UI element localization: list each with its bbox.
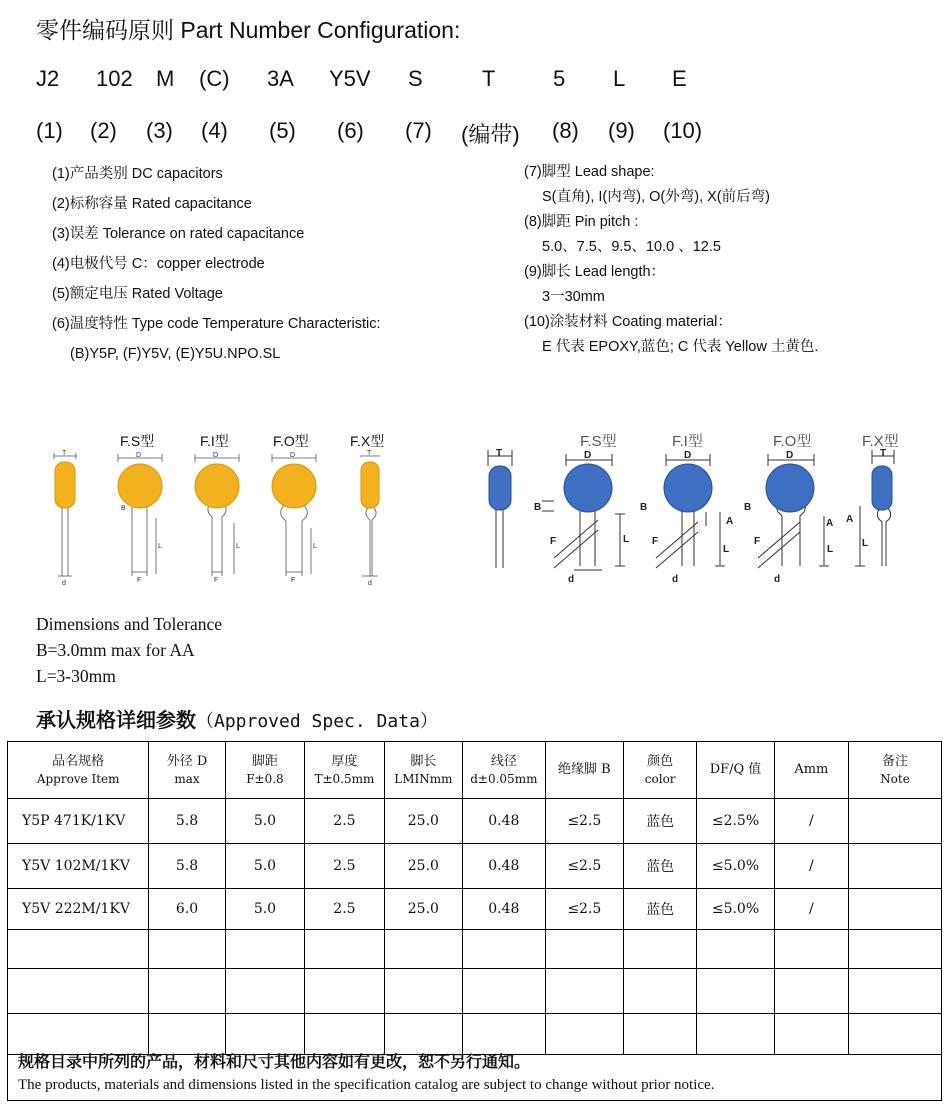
- svg-text:A: A: [846, 514, 854, 525]
- column-header: 备注 Note: [849, 742, 942, 799]
- part-index: (9): [608, 118, 635, 143]
- column-header: Amm: [774, 742, 848, 799]
- svg-text:d: d: [568, 574, 575, 585]
- part-number-segment: T: [482, 66, 496, 91]
- part-index: (编带): [461, 122, 520, 147]
- dimensions-heading: Dimensions and Tolerance: [36, 614, 223, 634]
- table-cell: [149, 969, 225, 1014]
- svg-text:T: T: [62, 450, 67, 457]
- table-cell: 5.8: [149, 844, 225, 889]
- column-header: 外径 D max: [149, 742, 225, 799]
- table-row: [8, 889, 942, 930]
- svg-text:B: B: [744, 502, 752, 513]
- svg-text:L: L: [827, 544, 834, 555]
- table-cell: [225, 930, 304, 969]
- table-cell: 6.0: [149, 889, 225, 930]
- svg-text:L: L: [236, 543, 240, 550]
- table-cell: ≤2.5: [545, 889, 623, 930]
- footer-notice: [7, 1041, 942, 1101]
- svg-text:T: T: [880, 448, 887, 459]
- table-cell: Y5P 471K/1KV: [8, 799, 149, 844]
- part-index: (3): [146, 118, 173, 143]
- svg-text:F: F: [214, 577, 219, 584]
- figure-left-label-fo: F.O型: [273, 433, 309, 449]
- svg-text:D: D: [786, 450, 794, 461]
- table-cell: [8, 930, 149, 969]
- table-cell: [305, 969, 384, 1014]
- column-header: 厚度 T±0.5mm: [305, 742, 384, 799]
- table-header-row: [8, 742, 942, 799]
- table-row: [8, 799, 942, 844]
- svg-text:L: L: [862, 538, 869, 549]
- figure-left-label-fx: F.X型: [350, 433, 385, 449]
- table-cell: [697, 930, 774, 969]
- svg-text:L: L: [723, 544, 730, 555]
- part-number-segment: S: [408, 66, 423, 91]
- table-cell: 5.0: [225, 889, 304, 930]
- part-index: (7): [405, 118, 432, 143]
- description-item: E 代表 EPOXY,蓝色; C 代表 Yellow 土黄色.: [542, 339, 819, 355]
- table-cell: [774, 969, 848, 1014]
- svg-text:d: d: [62, 580, 66, 587]
- svg-text:D: D: [213, 452, 219, 459]
- page-title: 零件编码原则 Part Number Configuration:: [36, 17, 461, 43]
- figure-right-label-fi: F.I型: [672, 433, 703, 450]
- svg-text:F: F: [550, 536, 557, 547]
- figure-right-label-fo: F.O型: [773, 433, 812, 450]
- part-index: (2): [90, 118, 117, 143]
- table-cell: [697, 969, 774, 1014]
- table-cell: [149, 930, 225, 969]
- table-cell: ≤5.0%: [697, 844, 774, 889]
- description-item: S(直角), I(内弯), O(外弯), X(前后弯): [542, 189, 770, 205]
- table-row: [8, 969, 942, 1014]
- figure-right-label-fs: F.S型: [580, 433, 617, 450]
- part-index: (10): [663, 118, 703, 143]
- table-cell: [849, 799, 942, 844]
- part-index: (1): [36, 118, 63, 143]
- description-item: (1)产品类别 DC capacitors: [52, 166, 223, 182]
- table-cell: [463, 969, 546, 1014]
- table-cell: ≤2.5%: [697, 799, 774, 844]
- part-number-segment: M: [156, 66, 175, 91]
- table-cell: ≤2.5: [545, 799, 623, 844]
- description-item: (6)温度特性 Type code Temperature Characteristic:: [52, 316, 381, 332]
- table-cell: 蓝色: [624, 844, 697, 889]
- table-cell: [849, 969, 942, 1014]
- part-number-segment: L: [613, 66, 626, 91]
- table-cell: [384, 930, 462, 969]
- table-cell: 0.48: [463, 844, 546, 889]
- table-cell: 2.5: [305, 844, 384, 889]
- column-header: 品名规格 Approve Item: [8, 742, 149, 799]
- table-cell: [545, 969, 623, 1014]
- figure-left-label-fs: F.S型: [120, 433, 155, 449]
- svg-text:D: D: [290, 452, 296, 459]
- svg-text:A: A: [726, 516, 734, 527]
- description-item: (10)涂装材料 Coating material：: [524, 314, 732, 330]
- table-cell: 2.5: [305, 889, 384, 930]
- table-cell: 2.5: [305, 799, 384, 844]
- spec-heading-cn: 承认规格详细参数: [36, 708, 196, 732]
- table-cell: [849, 930, 942, 969]
- column-header: DF/Q 值: [697, 742, 774, 799]
- svg-text:F: F: [652, 536, 659, 547]
- table-cell: [849, 844, 942, 889]
- svg-text:d: d: [774, 574, 781, 585]
- description-item: (3)误差 Tolerance on rated capacitance: [52, 226, 305, 242]
- svg-text:B: B: [640, 502, 648, 513]
- column-header: 颜色 color: [624, 742, 697, 799]
- part-number-segment: Y5V: [329, 66, 371, 91]
- svg-text:D: D: [684, 450, 692, 461]
- svg-text:F: F: [754, 536, 761, 547]
- table-cell: [774, 930, 848, 969]
- spec-heading-en: （Approved Spec. Data）: [196, 711, 438, 732]
- footer-notice-en: The products, materials and dimensions listed in the specification catalog are subject to change without prior notice.: [18, 1077, 715, 1093]
- part-index: (5): [269, 118, 296, 143]
- svg-text:F: F: [137, 577, 142, 584]
- svg-text:D: D: [584, 450, 592, 461]
- table-cell: [384, 969, 462, 1014]
- column-header: 脚距 F±0.8: [225, 742, 304, 799]
- svg-text:L: L: [623, 534, 630, 545]
- svg-text:L: L: [313, 543, 317, 550]
- table-cell: [8, 969, 149, 1014]
- table-cell: 5.0: [225, 844, 304, 889]
- table-cell: /: [774, 844, 848, 889]
- description-item: (2)标称容量 Rated capacitance: [52, 196, 252, 212]
- description-item: (B)Y5P, (F)Y5V, (E)Y5U.NPO.SL: [70, 346, 281, 362]
- dimensions-line: L=3-30mm: [36, 666, 116, 686]
- spec-table: [7, 741, 942, 1055]
- svg-text:L: L: [158, 543, 162, 550]
- part-number-segment: 3A: [267, 66, 294, 91]
- svg-text:A: A: [826, 518, 834, 529]
- part-index: (4): [201, 118, 228, 143]
- dimensions-line: B=3.0mm max for AA: [36, 640, 195, 660]
- part-number-segment: 102: [96, 66, 133, 91]
- svg-text:B: B: [121, 505, 126, 512]
- footer-notice-cn: 规格目录中所列的产品，材料和尺寸其他内容如有更改，恕不另行通知。: [18, 1052, 531, 1071]
- description-item: (7)脚型 Lead shape:: [524, 164, 655, 180]
- svg-text:B: B: [534, 502, 542, 513]
- description-item: (5)额定电压 Rated Voltage: [52, 286, 223, 302]
- svg-text:T: T: [367, 450, 372, 457]
- table-cell: Y5V 102M/1KV: [8, 844, 149, 889]
- description-item: 5.0、7.5、9.5、10.0 、12.5: [542, 239, 721, 255]
- figure-left-label-fi: F.I型: [200, 433, 229, 449]
- column-header: 脚长 LMINmm: [384, 742, 462, 799]
- description-item: (4)电极代号 C：copper electrode: [52, 256, 265, 272]
- table-cell: 蓝色: [624, 889, 697, 930]
- part-index: (8): [552, 118, 579, 143]
- table-cell: [624, 969, 697, 1014]
- column-header: 线径 d±0.05mm: [463, 742, 546, 799]
- table-cell: [305, 930, 384, 969]
- table-cell: ≤2.5: [545, 844, 623, 889]
- table-cell: Y5V 222M/1KV: [8, 889, 149, 930]
- table-cell: 0.48: [463, 799, 546, 844]
- table-cell: /: [774, 889, 848, 930]
- table-cell: [545, 930, 623, 969]
- table-cell: 5.8: [149, 799, 225, 844]
- lead-shape-figure-blue: [470, 446, 920, 588]
- table-cell: 25.0: [384, 844, 462, 889]
- svg-text:D: D: [136, 452, 142, 459]
- table-cell: 25.0: [384, 889, 462, 930]
- part-number-segment: (C): [199, 66, 230, 91]
- table-cell: [624, 930, 697, 969]
- description-item: 3一30mm: [542, 289, 605, 305]
- table-cell: 25.0: [384, 799, 462, 844]
- svg-text:T: T: [496, 448, 503, 459]
- table-cell: /: [774, 799, 848, 844]
- table-row: [8, 844, 942, 889]
- table-cell: 0.48: [463, 889, 546, 930]
- svg-text:d: d: [368, 580, 372, 587]
- lead-shape-figure-yellow: [40, 448, 400, 588]
- table-cell: [849, 889, 942, 930]
- part-number-segment: 5: [553, 66, 566, 91]
- table-cell: 5.0: [225, 799, 304, 844]
- table-cell: [225, 969, 304, 1014]
- part-number-segment: E: [672, 66, 687, 91]
- svg-text:F: F: [291, 577, 296, 584]
- part-index: (6): [337, 118, 364, 143]
- svg-text:d: d: [672, 574, 679, 585]
- table-cell: [463, 930, 546, 969]
- table-cell: 蓝色: [624, 799, 697, 844]
- part-number-segment: J2: [36, 66, 60, 91]
- column-header: 绝缘脚 B: [545, 742, 623, 799]
- table-row: [8, 930, 942, 969]
- description-item: (8)脚距 Pin pitch :: [524, 214, 639, 230]
- spec-heading: [36, 704, 438, 733]
- figure-right-label-fx: F.X型: [862, 433, 899, 450]
- table-cell: ≤5.0%: [697, 889, 774, 930]
- description-item: (9)脚长 Lead length：: [524, 264, 666, 280]
